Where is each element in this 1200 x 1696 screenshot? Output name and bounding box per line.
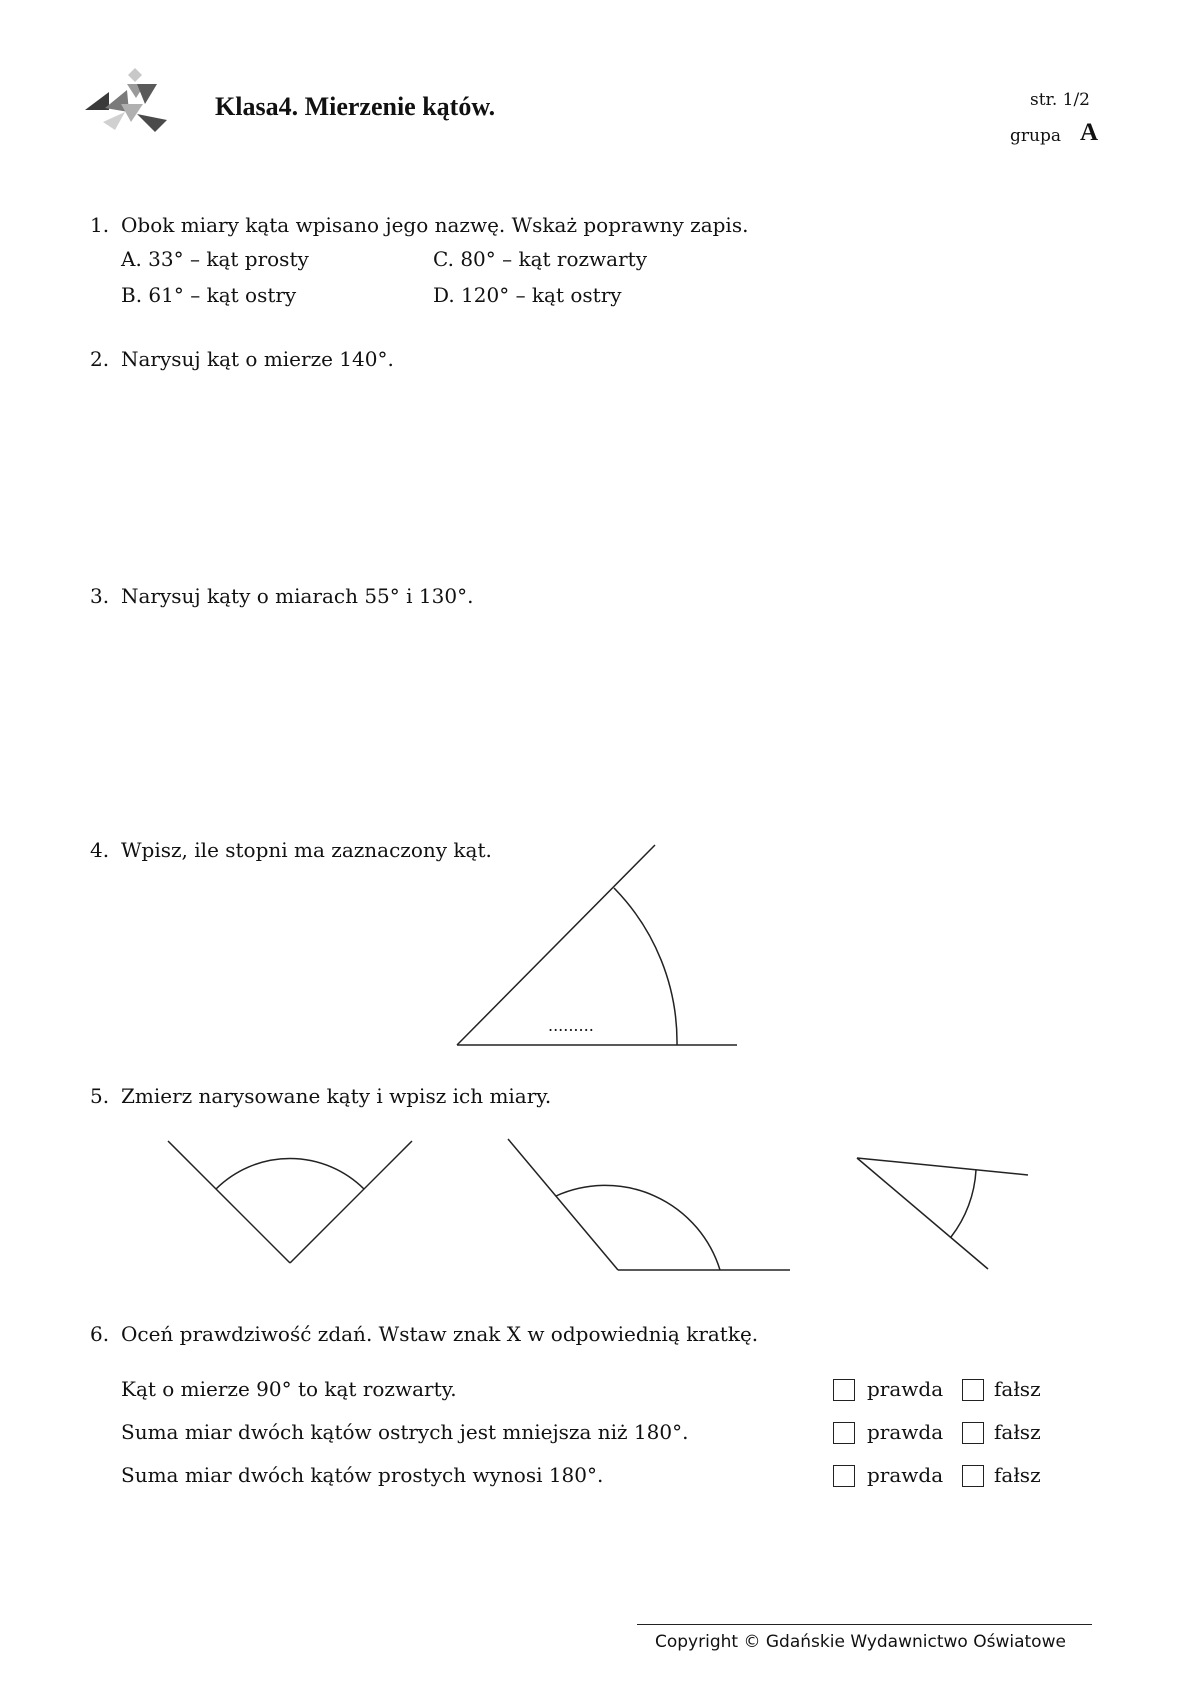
true-false-row xyxy=(121,1420,1121,1450)
question-text: Narysuj kąty o miarach 55° i 130°. xyxy=(121,584,474,608)
angle-ray xyxy=(857,1158,988,1269)
angle-arc xyxy=(614,888,677,1045)
angle-arc xyxy=(216,1158,364,1189)
footer-divider xyxy=(637,1624,1092,1625)
question-number: 5. xyxy=(90,1084,110,1108)
option-letter: B. xyxy=(121,283,143,307)
question-text: Zmierz narysowane kąty i wpisz ich miary. xyxy=(121,1084,552,1108)
false-label: fałsz xyxy=(994,1420,1041,1444)
angle-ray xyxy=(857,1158,1028,1175)
angle-ray-diagonal xyxy=(457,845,655,1045)
option-text: 33° – kąt prosty xyxy=(148,247,309,271)
true-checkbox[interactable] xyxy=(833,1465,855,1487)
statement-text: Suma miar dwóch kątów ostrych jest mniejsza niż 180°. xyxy=(121,1420,689,1444)
q4-angle-figure xyxy=(457,845,737,1045)
question-5 xyxy=(0,1084,1200,1114)
group-label: grupa xyxy=(1010,126,1061,146)
worksheet-title: Klasa4. Mierzenie kątów. xyxy=(215,92,496,121)
question-number: 3. xyxy=(90,584,110,608)
statement-text: Suma miar dwóch kątów prostych wynosi 180°. xyxy=(121,1463,604,1487)
angle-arc xyxy=(951,1170,976,1237)
option-text: 120° – kąt ostry xyxy=(461,283,622,307)
true-checkbox[interactable] xyxy=(833,1379,855,1401)
angle-ray xyxy=(290,1141,412,1263)
q5-angle-2 xyxy=(508,1139,790,1270)
false-checkbox[interactable] xyxy=(962,1465,984,1487)
question-number: 6. xyxy=(90,1322,110,1346)
option-text: 80° – kąt rozwarty xyxy=(460,247,647,271)
option-text: 61° – kąt ostry xyxy=(148,283,297,307)
true-false-row xyxy=(121,1377,1121,1407)
angle-answer-blank[interactable]: ......... xyxy=(548,1016,594,1035)
true-label: prawda xyxy=(867,1463,944,1487)
true-label: prawda xyxy=(867,1420,944,1444)
question-number: 1. xyxy=(90,213,110,237)
question-text: Obok miary kąta wpisano jego nazwę. Wskaż poprawny zapis. xyxy=(121,213,749,237)
group-letter: A xyxy=(1080,119,1099,146)
angle-ray xyxy=(508,1139,618,1270)
option-letter: C. xyxy=(433,247,454,271)
false-checkbox[interactable] xyxy=(962,1422,984,1444)
false-label: fałsz xyxy=(994,1377,1041,1401)
false-checkbox[interactable] xyxy=(962,1379,984,1401)
question-text: Oceń prawdziwość zdań. Wstaw znak X w odpowiednią kratkę. xyxy=(121,1322,759,1346)
question-text: Narysuj kąt o mierze 140°. xyxy=(121,347,394,371)
angle-ray xyxy=(168,1141,290,1263)
option-letter: A. xyxy=(121,247,142,271)
question-text: Wpisz, ile stopni ma zaznaczony kąt. xyxy=(121,838,492,862)
true-false-row xyxy=(121,1463,1121,1493)
false-label: fałsz xyxy=(994,1463,1041,1487)
q5-angle-3 xyxy=(857,1158,1028,1269)
question-number: 4. xyxy=(90,838,110,862)
angle-arc xyxy=(556,1185,720,1270)
question-6 xyxy=(0,1322,1200,1352)
true-label: prawda xyxy=(867,1377,944,1401)
page-number: str. 1/2 xyxy=(1030,90,1090,110)
question-number: 2. xyxy=(90,347,110,371)
copyright-footer: Copyright © Gdańskie Wydawnictwo Oświatowe xyxy=(655,1632,1066,1652)
true-checkbox[interactable] xyxy=(833,1422,855,1444)
option-letter: D. xyxy=(433,283,455,307)
statement-text: Kąt o mierze 90° to kąt rozwarty. xyxy=(121,1377,457,1401)
q5-angle-1 xyxy=(168,1141,412,1263)
